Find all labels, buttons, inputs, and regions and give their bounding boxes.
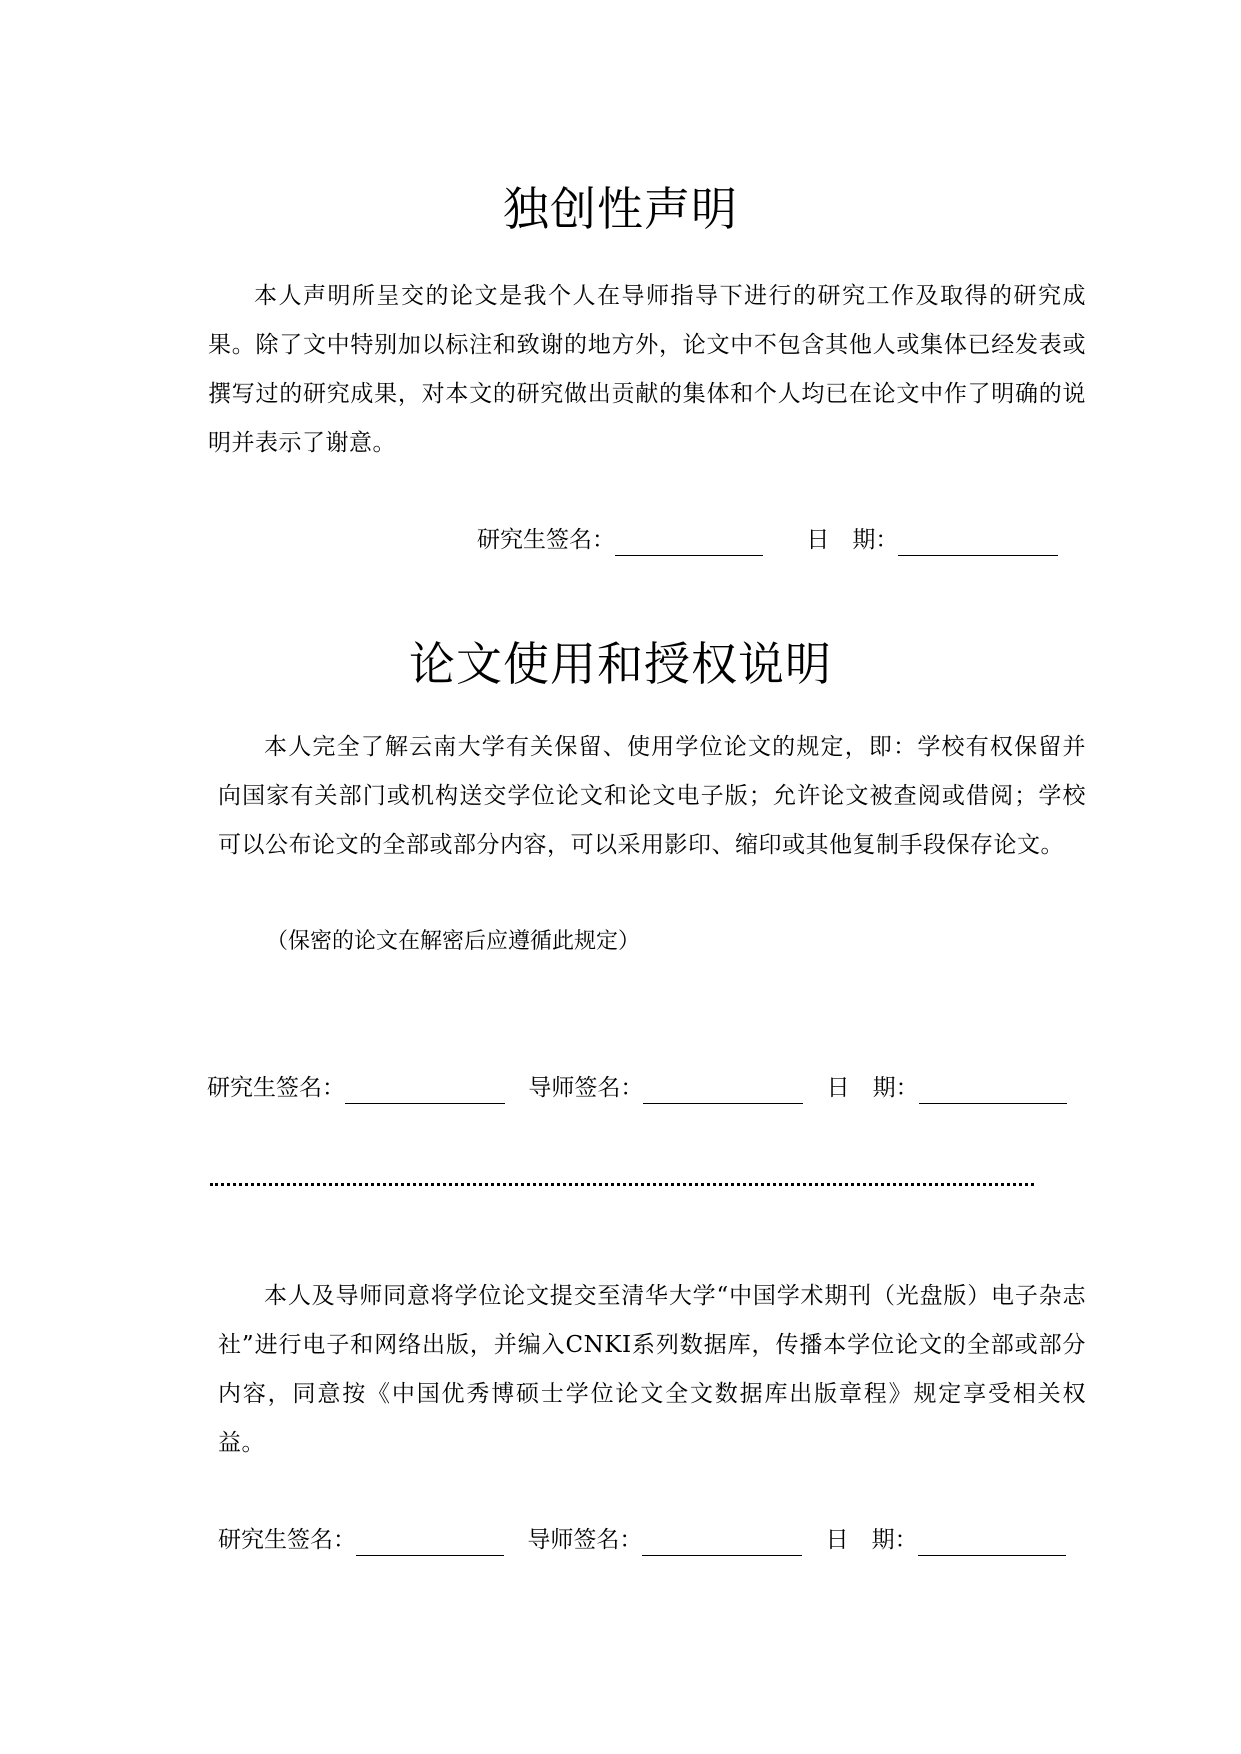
- declaration-title: 独创性声明: [503, 182, 738, 236]
- student-signature-label: 研究生签名：: [218, 1527, 356, 1553]
- advisor-signature-line[interactable]: [642, 1525, 802, 1556]
- student-signature-line[interactable]: [615, 525, 763, 556]
- advisor-signature-label: 导师签名：: [527, 1527, 643, 1553]
- authorization-title: 论文使用和授权说明: [409, 637, 832, 691]
- authorization-body: 本人完全了解云南大学有关保留、使用学位论文的规定，即：学校有权保留并向国家有关部门或机构送交学位论文和论文电子版；允许论文被查阅或借阅；学校可以公布论文的全部或部分内容，可以采用影印、缩印或其他复制手段保存论文。: [218, 734, 1086, 858]
- authorization-signature-row: [207, 1070, 1067, 1106]
- date-label: 日 期：: [806, 527, 899, 553]
- student-signature-line[interactable]: [356, 1525, 504, 1556]
- date-label: 日 期：: [826, 1075, 919, 1101]
- student-signature-line[interactable]: [345, 1073, 505, 1104]
- date-label: 日 期：: [825, 1527, 918, 1553]
- advisor-signature-label: 导师签名：: [528, 1075, 644, 1101]
- date-line[interactable]: [898, 525, 1058, 556]
- publication-signature-row: [218, 1522, 1066, 1558]
- student-signature-label: 研究生签名：: [477, 527, 615, 553]
- publication-body: 本人及导师同意将学位论文提交至清华大学“中国学术期刊（光盘版）电子杂志社”进行电子和网络出版，并编入CNKI系列数据库，传播本学位论文的全部或部分内容，同意按《中国优秀博硕士学位论文全文数据库出版章程》规定享受相关权益。: [218, 1283, 1086, 1456]
- advisor-signature-line[interactable]: [643, 1073, 803, 1104]
- dotted-separator: [210, 1183, 1034, 1186]
- student-signature-label: 研究生签名：: [207, 1075, 345, 1101]
- declaration-body: 本人声明所呈交的论文是我个人在导师指导下进行的研究工作及取得的研究成果。除了文中特别加以标注和致谢的地方外，论文中不包含其他人或集体已经发表或撰写过的研究成果，对本文的研究做出贡献的集体和个人均已在论文中作了明确的说明并表示了谢意。: [208, 283, 1086, 456]
- date-line[interactable]: [919, 1073, 1067, 1104]
- date-line[interactable]: [918, 1525, 1066, 1556]
- declaration-signature-row: [477, 522, 1058, 558]
- confidential-note: （保密的论文在解密后应遵循此规定）: [266, 929, 641, 954]
